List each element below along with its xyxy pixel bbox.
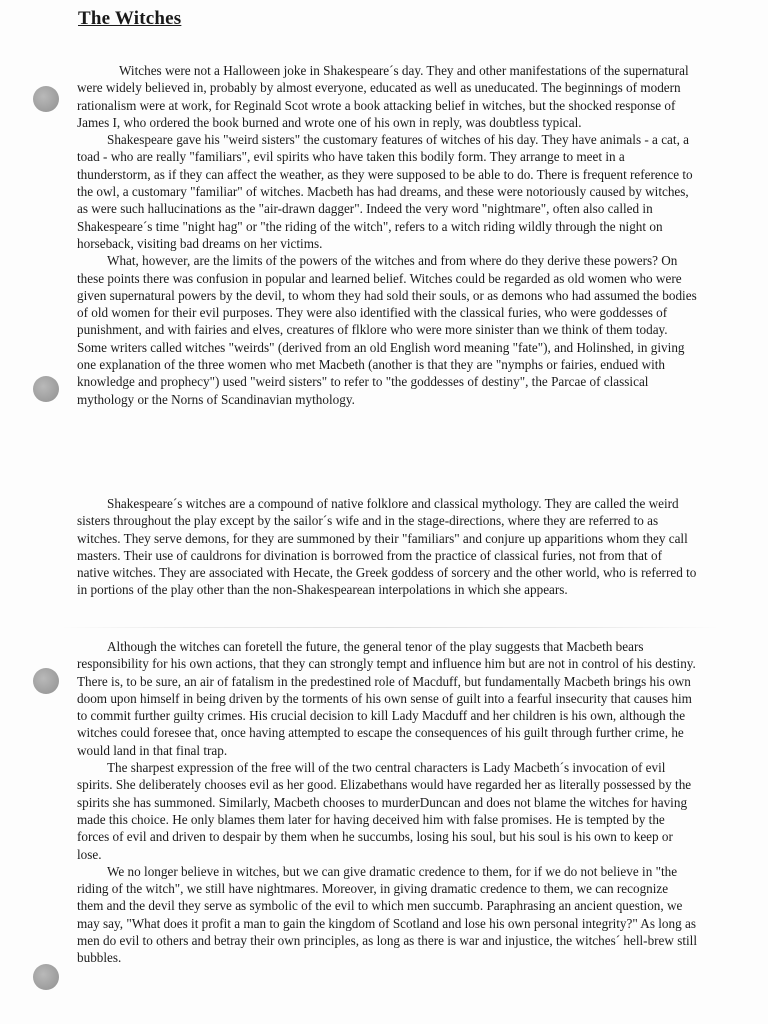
- paragraph-1: Witches were not a Halloween joke in Shakespeare´s day. They and other manifestations of the supernatural were widely believed in, probably by almost everyone, educated as well as uneducated. The beginnings of modern rationalism were at work, for Reginald Scot wrote a book attacking belief in witches, but the shocked response of James I, who ordered the book burned and wrote one of his own in reply, was doubtless typical.: [77, 63, 689, 130]
- document-body-upper: [77, 62, 697, 408]
- paragraph-7: We no longer believe in witches, but we can give dramatic credence to them, for if we do not believe in "the riding of the witch", we still have nightmares. Moreover, in giving dramatic credence to them, we can recognize them and the devil they serve as symbolic of the evil to which men succumb. Paraphrasing an ancient question, we may say, "What does it profit a man to gain the kingdom of Scotland and lose his own personal integrity?" As long as men do evil to others and betray their own principles, as long as there is war and injustice, the witches´ hell-brew still bubbles.: [77, 863, 698, 966]
- punch-hole-3: [33, 668, 59, 694]
- document-title: The Witches: [78, 8, 182, 29]
- punch-hole-2: [33, 376, 59, 402]
- paragraph-2: Shakespeare gave his "weird sisters" the customary features of witches of his day. They have animals - a cat, a toad - who are really "familiars", evil spirits who have taken this bodily form. They arrange to meet in a thunderstorm, as if they can affect the weather, as they were supposed to be able to do. There is frequent reference to the owl, a customary "familiar" of witches. Macbeth has had dreams, and these were notoriously caused by witches, as were such hallucinations as the "air-drawn dagger". Indeed the very word "nightmare", often also called in Shakespeare´s time "night hag" or "the riding of the witch", refers to a witch riding wildly through the night on horseback, visiting bad dreams on her victims.: [77, 132, 693, 251]
- paragraph-3: What, however, are the limits of the powers of the witches and from where do they derive these powers? On these points there was confusion in popular and learned belief. Witches could be regarded as old women who were given supernatural powers by the devil, to whom they had sold their souls, or as demons who had assumed the bodies of old women for their evil purposes. They were also identified with the classical furies, who were goddesses of punishment, and with fairies and elves, creatures of flklore who were more sinister than we think of them today. Some writers called witches "weirds" (derived from an old English word meaning "fate"), and Holinshed, in giving one explanation of the three women who met Macbeth (another is that they are "nymphs or fairies, endued with knowledge and prophecy") used "weird sisters" to refer to "the goddesses of destiny", the Parcae of classical mythology or the Norns of Scandinavian mythology.: [77, 253, 697, 407]
- punch-hole-1: [33, 86, 59, 112]
- paragraph-6: The sharpest expression of the free will of the two central characters is Lady Macbeth´s invocation of evil spirits. She deliberately chooses evil as her good. Elizabethans would have regarded her as literally possessed by the spirits she has summoned. Similarly, Macbeth chooses to murderDuncan and does not blame the witches for having made this choice. He only blames them later for having deceived him with false promises. He is tempted by the forces of evil and driven to despair by them when he succumbs, losing his soul, but his soul is his own to keep or lose.: [77, 760, 692, 862]
- page-fold-line: [60, 627, 720, 628]
- punch-hole-4: [33, 964, 59, 990]
- document-body-lower: [77, 638, 697, 967]
- paragraph-5: Although the witches can foretell the future, the general tenor of the play suggests that Macbeth bears responsibility for his own actions, that they can strongly tempt and influence him but are not in control of his destiny. There is, to be sure, an air of fatalism in the predestined role of Macduff, but fundamentally Macbeth brings his own doom upon himself in being driven by the torments of his own sense of guilt into a fearful insecurity that causes him to commit further guilty crimes. His crucial decision to kill Lady Macduff and her children is his own, although the witches could foresee that, once having attempted to escape the consequences of his guilt through further crime, he would land in that final trap.: [77, 639, 696, 758]
- document-body-middle: [77, 495, 697, 599]
- paragraph-4: Shakespeare´s witches are a compound of native folklore and classical mythology. They are called the weird sisters throughout the play except by the sailor´s wife and in the stage-directions, where they are referred to as witches. They serve demons, for they are summoned by their "familiars" and conjure up apparitions whom they call masters. Their use of cauldrons for divination is borrowed from the practice of classical furies, not from that of native witches. They are associated with Hecate, the Greek goddess of sorcery and the other world, who is referred to in portions of the play other than the non-Shakespearean interpolations in which she appears.: [77, 496, 697, 598]
